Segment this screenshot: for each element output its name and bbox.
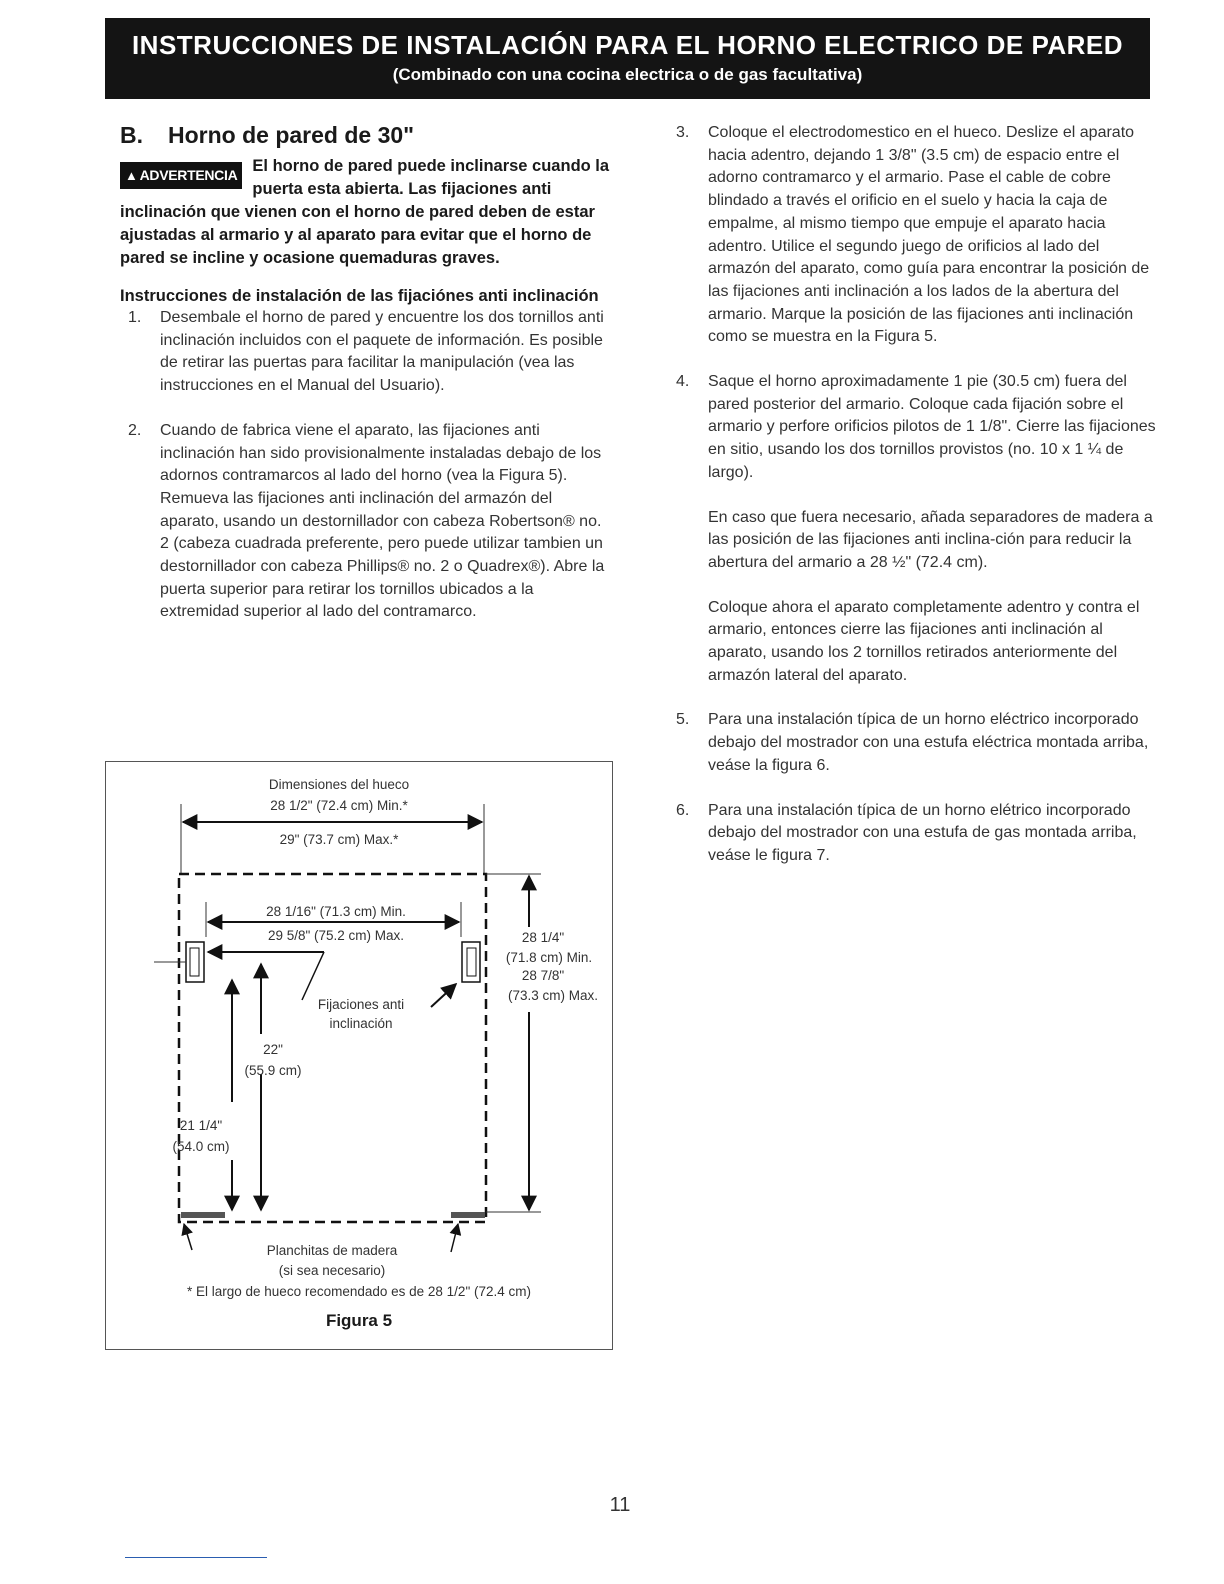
height-label-1: 28 1/4" — [521, 930, 565, 945]
step-gap — [668, 778, 1158, 800]
dim-title: Dimensiones del hueco — [268, 777, 410, 792]
cutout-outline — [179, 874, 486, 1222]
para-gap — [708, 575, 1158, 597]
left-steps — [120, 307, 610, 624]
warning-badge — [120, 162, 242, 189]
wood-strip-right — [451, 1212, 485, 1218]
right-steps — [668, 122, 1158, 868]
figure-caption: Figura 5 — [325, 1311, 393, 1330]
step-number: 5. — [676, 711, 690, 729]
step-item — [120, 420, 610, 624]
page-title: INSTRUCCIONES DE INSTALACIÓN PARA EL HORNO ELECTRICO DE PARED — [131, 30, 1124, 60]
step-text: Para una instalación típica de un horno eléctrico incorporado debajo del mostrador con una estufa eléctrica montada arriba, veáse la figura 6. — [708, 711, 1149, 774]
step-number: 1. — [128, 309, 142, 326]
brackets-label-2: inclinación — [329, 1016, 393, 1031]
warning-triangle-icon: ▲ — [125, 168, 138, 183]
figure-5 — [105, 761, 613, 1350]
warning-text: El horno de pared puede inclinarse cuando la puerta esta abierta. Las fijaciones anti inclinación que vienen con el horno de pared deben de estar ajustadas al armario y al aparato para evitar que el horno de pared se incline y ocasione quemaduras graves. — [120, 157, 610, 267]
warning-block — [120, 155, 610, 270]
instructions-subheading: Instrucciones de instalación de las fijaciónes anti inclinación — [120, 287, 599, 305]
wood-strips-label-1: Planchitas de madera — [266, 1243, 398, 1258]
step-text: Saque el horno aproximadamente 1 pie (30.5 cm) fuera del pared posterior del armario. Coloque cada fijación sobre el armario y perfore orificios pilotos de 1 1/8". Cierre las fijaciones en sitio, usando los dos tornillos provistos (no. 10 x 1 ¼ de largo). — [708, 373, 1156, 481]
brackets-label-1: Fijaciones anti — [317, 997, 405, 1012]
step-text: Cuando de fabrica viene el aparato, las fijaciones anti inclinación han sido provisionalmente instaladas debajo de los adornos contramarcos al lado del horno (vea la Figura 5). Remueva las fijaciones anti inclinación del armazón del aparato, usando un destornillador con cabeza Robertson® no. 2 (cabeza cuadrada preferente, pero puede utilizar tambien un destornillador con cabeza Phillips® no. 2 o Quadrex®). Abre la puerta superior para retirar los tornillos ubicados a la extremidad superior al lado del contramarco. — [160, 421, 605, 621]
page-subtitle: (Combinado con una cocina electrica o de gas facultativa) — [392, 65, 863, 84]
step-number: 3. — [676, 124, 690, 141]
section-letter: B. — [120, 122, 143, 148]
section-title — [120, 122, 610, 149]
height-label-2: (71.8 cm) Min. — [505, 950, 593, 965]
step-item — [120, 307, 610, 398]
header-banner — [105, 18, 1150, 99]
right-column — [668, 122, 1158, 868]
step-text: En caso que fuera necesario, añada separadores de madera a las posición de las fijaciones anti inclina-ción para reducir la abertura del armario a 28 ½" (72.4 cm). — [708, 508, 1153, 571]
height-label-4: (73.3 cm) Max. — [507, 988, 599, 1003]
step-number: 2. — [128, 421, 142, 439]
left-column — [120, 122, 610, 624]
inner-width-min-label: 28 1/16" (71.3 cm) Min. — [266, 904, 406, 919]
width-min-label: 28 1/2" (72.4 cm) Min.* — [270, 798, 408, 813]
step-number: 6. — [676, 801, 690, 819]
step-text: Desembale el horno de pared y encuentre los dos tornillos anti inclinación incluidos con el paquete de información. Es posible de retirar las puertas para facilitar la manipulación (vea las instrucciones en el Manual del Usuario). — [160, 309, 604, 395]
dim-21-cm-label: (54.0 cm) — [172, 1139, 230, 1154]
dim-22-cm-label: (55.9 cm) — [244, 1063, 302, 1078]
step-item — [668, 709, 1158, 777]
step-text: Para una instalación típica de un horno elétrico incorporado debajo del mostrador con una estufa de gas montada arriba, veáse le figura 7. — [708, 801, 1137, 864]
step-gap — [120, 398, 610, 420]
wood-strip-left — [181, 1212, 225, 1218]
step-gap — [668, 349, 1158, 371]
step-item — [668, 371, 1158, 687]
inner-width-max-label: 29 5/8" (75.2 cm) Max. — [267, 928, 405, 943]
wood-strips-label-2: (si sea necesario) — [278, 1263, 386, 1278]
section-title-text: Horno de pared de 30" — [168, 122, 415, 148]
height-label-3: 28 7/8" — [521, 968, 565, 983]
recommended-note: * El largo de hueco recomendado es de 28 1/2" (72.4 cm) — [187, 1284, 531, 1299]
dim-22-label: 22" — [263, 1042, 283, 1057]
step-text: Coloque ahora el aparato completamente adentro y contra el armario, entonces cierre las fijaciones anti inclinación al aparato, usando los 2 tornillos retirados anteriormente del armazón lateral del aparato. — [708, 598, 1140, 684]
step-item — [668, 122, 1158, 349]
para-gap — [708, 485, 1158, 507]
step-gap — [668, 687, 1158, 709]
page-number: 11 — [609, 1494, 631, 1516]
width-max-label: 29" (73.7 cm) Max.* — [279, 832, 399, 847]
step-text: Coloque el electrodomestico en el hueco. Deslize el aparato hacia adentro, dejando 1 3/8" (3.5 cm) de espacio entre el adorno contramarco y el armario. Pase el cable de cobre blindado a través el orificio en el suelo y hacia la caja de empalme, al mismo tiempo que empuje el aparato hacia adentro. Utilice el segundo juego de orificios al lado del armazón del aparato, como guía para encontrar la posición de las fijaciones anti inclinación a los lados de la abertura del armario. Marque la posición de las fijaciones anti inclinación como se muestra en la Figura 5. — [708, 124, 1150, 346]
warning-label: ADVERTENCIA — [139, 167, 238, 183]
footer-rule — [125, 1557, 267, 1558]
cutout-dimensions-diagram — [106, 762, 612, 1349]
dim-21-label: 21 1/4" — [179, 1118, 223, 1133]
step-item — [668, 800, 1158, 868]
step-number: 4. — [676, 373, 690, 391]
